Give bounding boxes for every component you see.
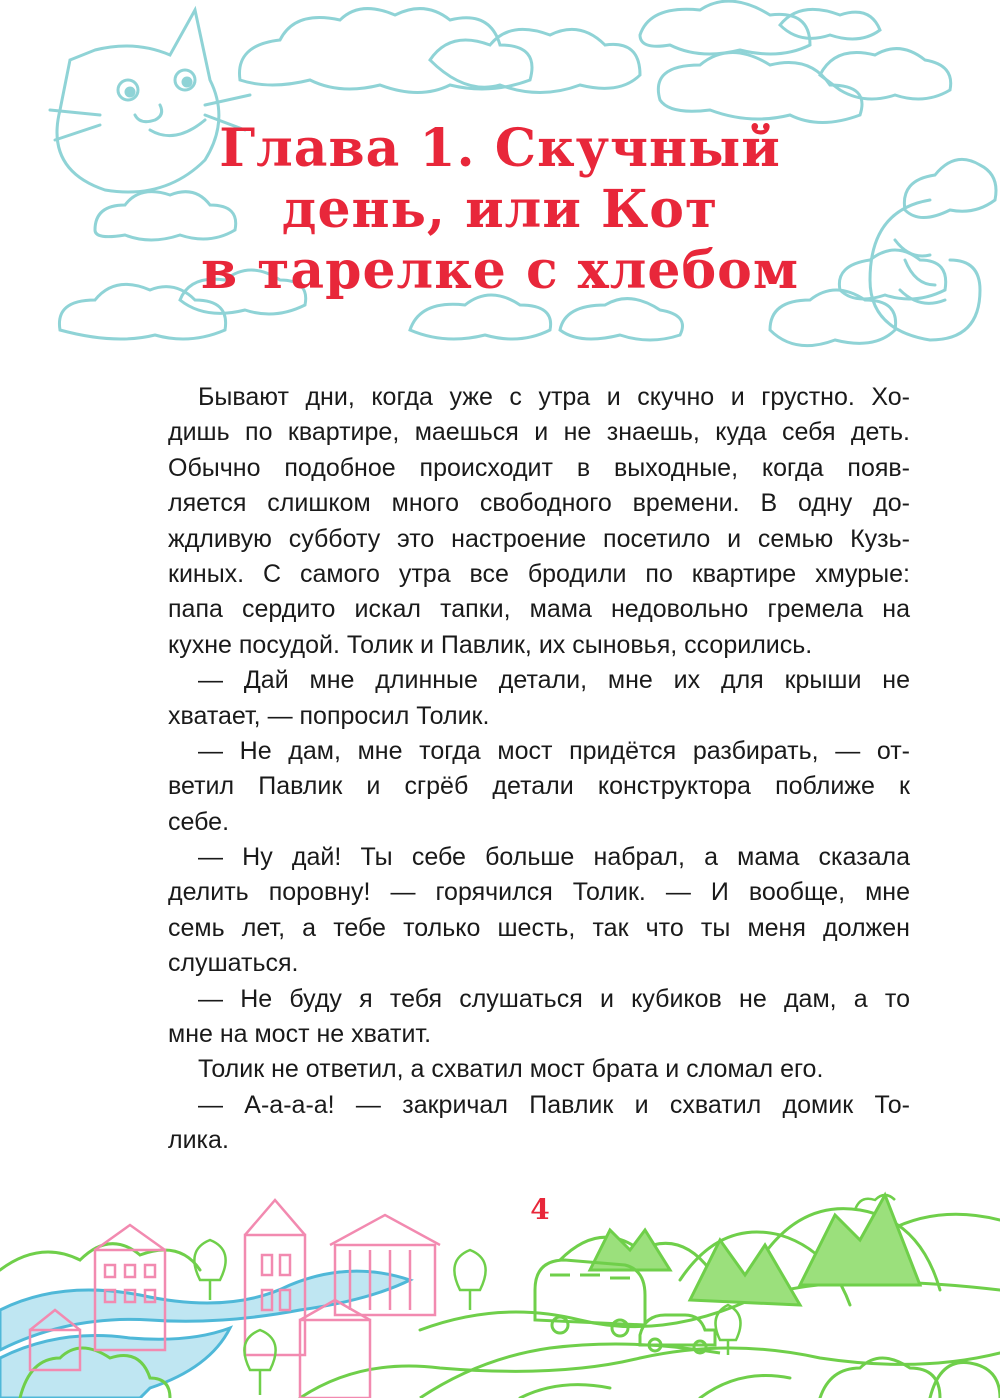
- chapter-body-text: [168, 380, 910, 1159]
- page-number: 4: [530, 1193, 550, 1226]
- text-line: хватает, — попросил Толик.: [168, 701, 490, 730]
- text-line: Обычно подобное происходит в выходные, когда появ-: [168, 453, 910, 482]
- text-line: папа сердито искал тапки, мама недовольно гремела на: [168, 595, 910, 624]
- text-line: — Не буду я тебя слушаться и кубиков не дам, а то: [198, 984, 910, 1013]
- text-line: себе.: [168, 807, 230, 836]
- text-line: киных. С самого утра все бродили по квартире хмурые:: [168, 559, 910, 588]
- text-line: дишь по квартире, маешься и не знаешь, куда себя деть.: [168, 418, 910, 447]
- text-line: делить поровну! — горячился Толик. — И вообще, мне: [168, 878, 910, 907]
- bus-drawing: [420, 1260, 720, 1398]
- text-line: ветил Павлик и сгрёб детали конструктора поближе к: [168, 772, 910, 801]
- text-line: Толик не ответил, а схватил мост брата и сломал его.: [198, 1055, 824, 1084]
- text-line: ляется слишком много свободного времени. В одну до-: [168, 489, 910, 518]
- text-line: — Дай мне длинные детали, мне их для крыши не: [198, 666, 910, 695]
- text-line: ждливую субботу это настроение посетило и семью Кузь-: [168, 524, 910, 553]
- text-line: семь лет, а тебе только шесть, так что ты меня должен: [168, 913, 910, 942]
- chapter-title-line: в тарелке с хлебом: [200, 240, 800, 301]
- text-line: — Не дам, мне тогда мост придётся разбирать, — от-: [198, 736, 910, 765]
- chapter-title-line: день, или Кот: [281, 179, 719, 240]
- text-line: мне на мост не хватит.: [168, 1020, 432, 1049]
- text-line: лика.: [168, 1126, 229, 1155]
- text-line: кухне посудой. Толик и Павлик, их сыновья, ссорились.: [168, 630, 813, 659]
- text-line: Бывают дни, когда уже с утра и скучно и грустно. Хо-: [198, 383, 910, 411]
- text-line: слушаться.: [168, 949, 299, 978]
- text-line: — Ну дай! Ты себе больше набрал, а мама сказала: [198, 843, 910, 872]
- chapter-title-line: Глава 1. Скучный: [219, 118, 781, 179]
- landscape-illustration: [0, 1195, 1000, 1398]
- text-line: — А-а-а-а! — закричал Павлик и схватил домик То-: [198, 1090, 910, 1119]
- chapter-title: [0, 118, 1000, 301]
